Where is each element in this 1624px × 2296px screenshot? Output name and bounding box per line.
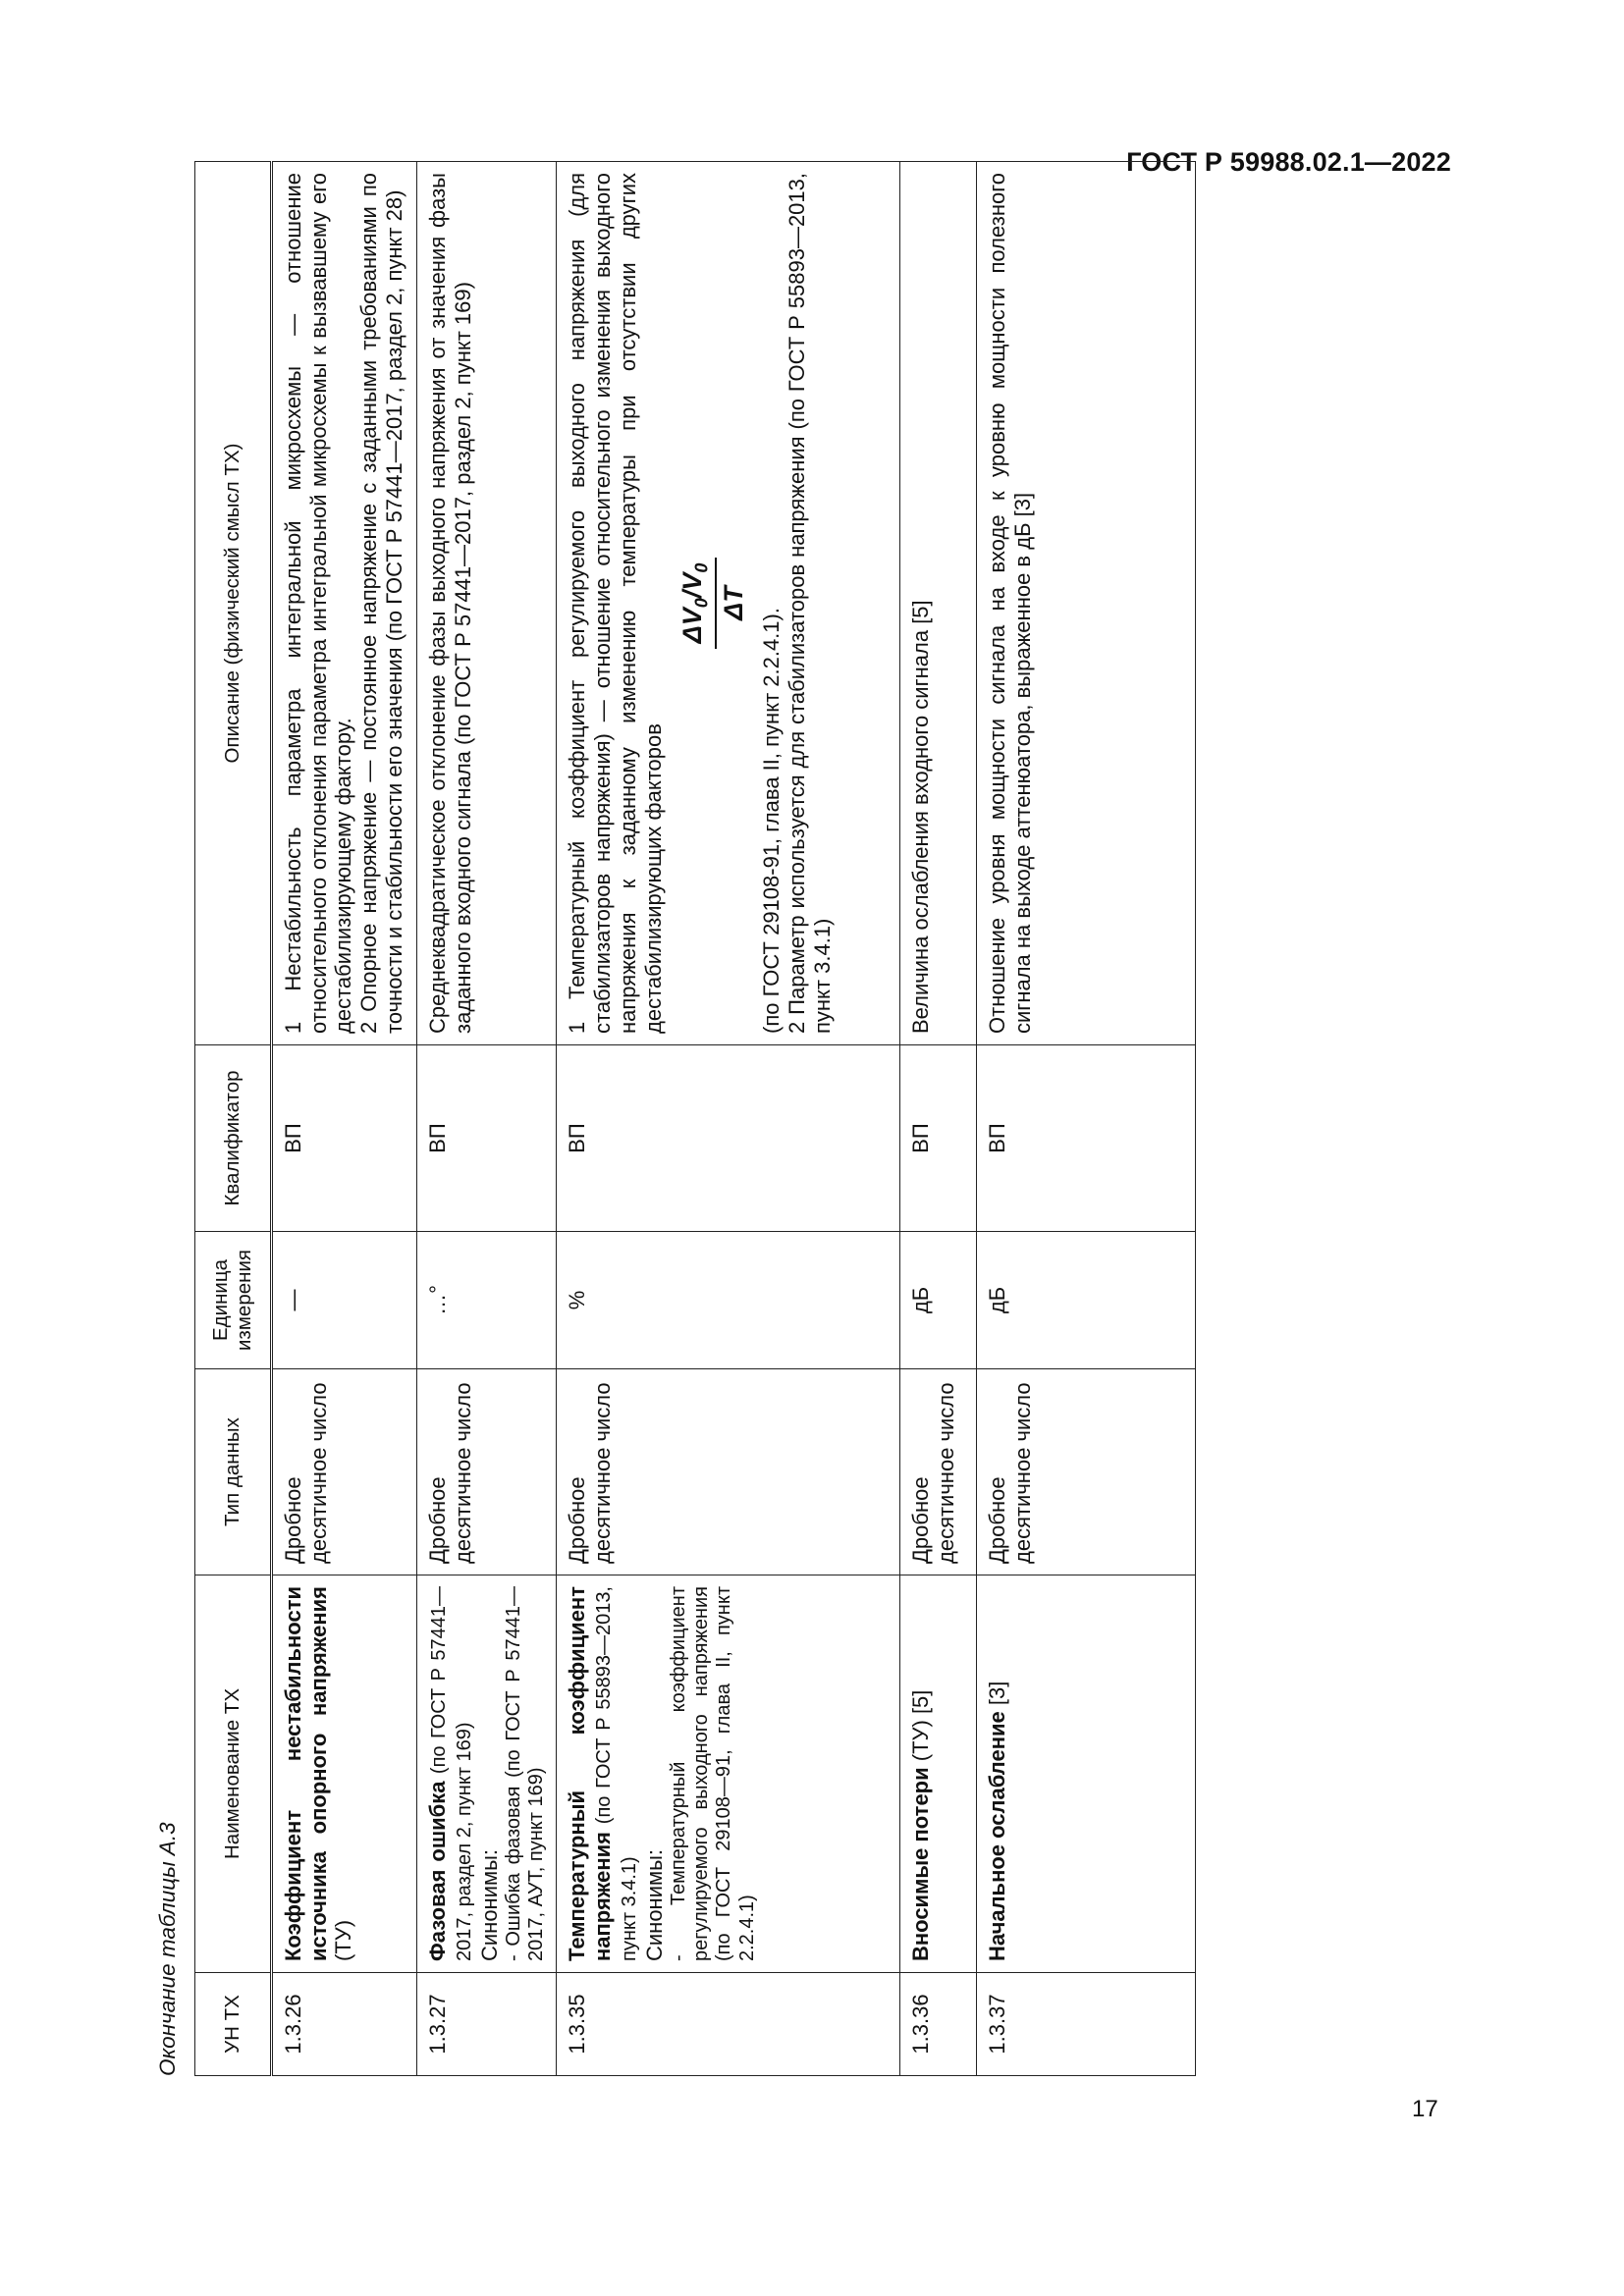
- row-id: 1.3.37: [977, 1973, 1196, 2076]
- table-caption: Окончание таблицы А.3: [155, 1822, 180, 2076]
- row-id: 1.3.27: [417, 1973, 557, 2076]
- row-name-source: (по ГОСТ Р 57441—2017, раздел 2, пункт 169): [428, 1586, 476, 1961]
- row-qualifier: ВП: [272, 1045, 417, 1232]
- col-header-qualifier: Квалификатор: [195, 1045, 272, 1232]
- formula-delta-v: ΔV: [677, 608, 708, 644]
- row-unit: —: [272, 1232, 417, 1369]
- row-unit: дБ: [977, 1232, 1196, 1369]
- row-data-type: Дробное десятичное число: [557, 1369, 900, 1575]
- row-name: [977, 1575, 1196, 1973]
- row-name: [557, 1575, 900, 1973]
- page-number: 17: [1412, 2096, 1438, 2122]
- desc-paragraph: Среднеквадратическое отклонение фазы выходного напряжения от значения фазы заданного входного сигнала (по ГОСТ Р 57441—2017, раздел 2, пункт 169): [425, 173, 475, 1034]
- table-row: [900, 162, 977, 2076]
- row-id: 1.3.35: [557, 1973, 900, 2076]
- row-name: [417, 1575, 557, 1973]
- row-data-type: Дробное десятичное число: [272, 1369, 417, 1575]
- row-name-source: (ТУ) [5]: [908, 1689, 934, 1768]
- characteristics-table: [194, 161, 1196, 2076]
- row-id: 1.3.26: [272, 1973, 417, 2076]
- col-header-description: Описание (физический смысл ТХ): [195, 162, 272, 1045]
- row-id: 1.3.36: [900, 1973, 977, 2076]
- desc-paragraph: 2 Опорное напряжение — постоянное напряжение с заданными требованиями по точности и стабильности его значения (по ГОСТ Р 57441—2017, раздел 2, пункт 28): [356, 173, 406, 1034]
- row-data-type: Дробное десятичное число: [977, 1369, 1196, 1575]
- row-name: [900, 1575, 977, 1973]
- row-name-source: (по ГОСТ Р 55893—2013, пункт 3.4.1): [593, 1586, 641, 1961]
- desc-paragraph: 1 Нестабильность параметра интегральной микросхемы — отношение относительного отклонения параметра интегральной микросхемы к вызвавшему его дестабилизирующему фактору.: [281, 173, 356, 1034]
- row-qualifier: ВП: [977, 1045, 1196, 1232]
- desc-paragraph: 2 Параметр используется для стабилизаторов напряжения (по ГОСТ Р 55893—2013, пункт 3.4.1): [784, 173, 835, 1034]
- formula-over-v: /V: [677, 572, 708, 599]
- row-qualifier: ВП: [557, 1045, 900, 1232]
- row-data-type: Дробное десятичное число: [417, 1369, 557, 1575]
- row-description: [557, 162, 900, 1045]
- desc-paragraph: Отношение уровня мощности сигнала на входе к уровню мощности полезного сигнала на выходе аттенюатора, выраженное в дБ [3]: [985, 173, 1036, 1034]
- desc-paragraph: 1 Температурный коэффициент регулируемого выходного напряжения (для стабилизаторов напряжения) — отношение относительного изменения выходного напряжения к заданному изменению температуры при отсутствии других дестабилизирующих факторов: [565, 173, 666, 1034]
- col-header-data-type: Тип данных: [195, 1369, 272, 1575]
- row-name-term: Фазовая ошибка: [425, 1781, 450, 1961]
- col-header-name: Наименование ТХ: [195, 1575, 272, 1973]
- col-header-id: УН ТХ: [195, 1973, 272, 2076]
- formula-subscript: 0: [691, 598, 712, 609]
- formula: [677, 173, 749, 1034]
- synonyms-label: Синонимы:: [641, 1848, 667, 1961]
- synonyms-text: - Температурный коэффициент регулируемого выходного напряжения (по ГОСТ 29108—91, глава II, пункт 2.2.4.1): [667, 1586, 758, 1961]
- formula-denominator: ΔT: [718, 586, 748, 620]
- row-name: [272, 1575, 417, 1973]
- row-description: [977, 162, 1196, 1045]
- col-header-unit: Единица измерения: [195, 1232, 272, 1369]
- row-name-term: Коэффициент нестабильности источника опорного напряжения: [281, 1586, 331, 1961]
- row-description: [900, 162, 977, 1045]
- row-name-term: Начальное ослабление: [985, 1711, 1010, 1961]
- synonyms-label: Синонимы:: [476, 1848, 502, 1961]
- table-row: [417, 162, 557, 2076]
- table-header-row: [195, 162, 272, 2076]
- synonyms-text: - Ошибка фазовая (по ГОСТ Р 57441—2017, АУТ, пункт 169): [502, 1586, 547, 1961]
- formula-fraction: [677, 558, 749, 650]
- row-qualifier: ВП: [417, 1045, 557, 1232]
- formula-numerator: [677, 558, 716, 650]
- table-row: [977, 162, 1196, 2076]
- rotated-table-area: [155, 162, 1196, 2076]
- row-name-term: Температурный коэффициент напряжения: [565, 1586, 616, 1961]
- row-name-source: (ТУ): [331, 1919, 356, 1961]
- row-unit: …°: [417, 1232, 557, 1369]
- desc-paragraph: (по ГОСТ 29108-91, глава II, пункт 2.2.4.1).: [759, 608, 785, 1034]
- row-name-source: [3]: [985, 1681, 1010, 1712]
- formula-subscript: 0: [691, 562, 712, 573]
- row-name-term: Вносимые потери: [908, 1767, 934, 1961]
- row-unit: %: [557, 1232, 900, 1369]
- row-description: [272, 162, 417, 1045]
- row-unit: дБ: [900, 1232, 977, 1369]
- row-description: [417, 162, 557, 1045]
- document-header: ГОСТ Р 59988.02.1—2022: [1126, 147, 1451, 177]
- table-row: [557, 162, 900, 2076]
- table-row: [272, 162, 417, 2076]
- desc-paragraph: Величина ослабления входного сигнала [5]: [908, 600, 934, 1034]
- row-data-type: Дробное десятичное число: [900, 1369, 977, 1575]
- row-qualifier: ВП: [900, 1045, 977, 1232]
